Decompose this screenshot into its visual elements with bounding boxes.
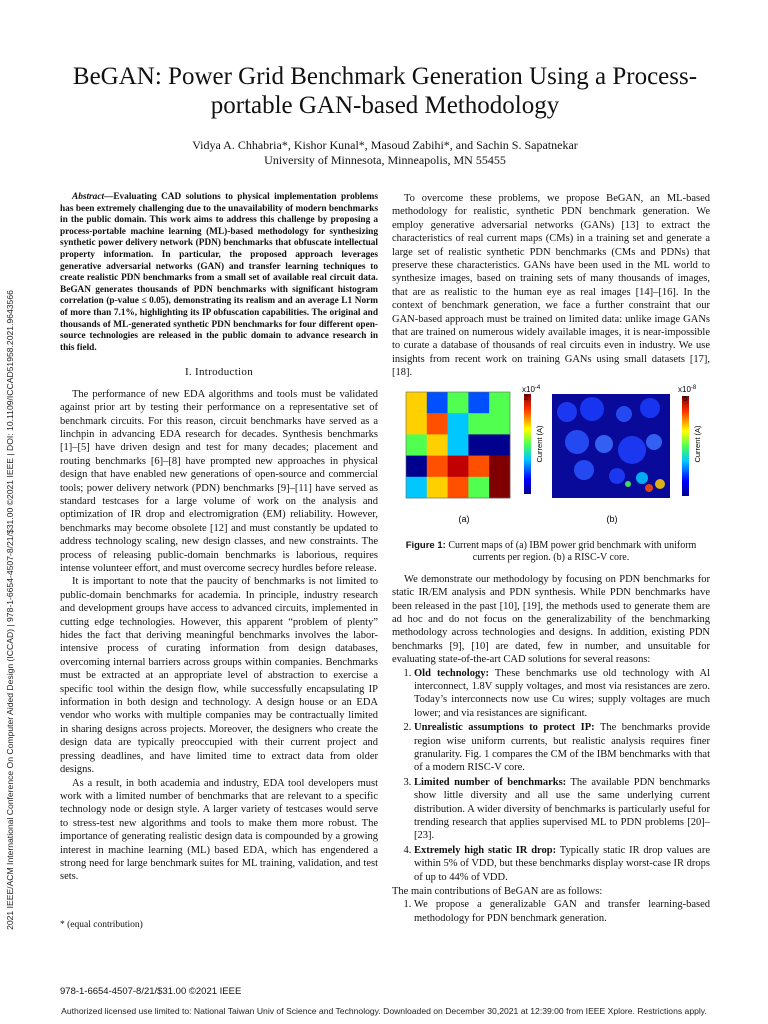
map-cell xyxy=(468,413,489,435)
map-cell xyxy=(448,413,469,435)
map-hotspot xyxy=(565,430,589,454)
list-item xyxy=(414,776,710,843)
reason-text: These benchmarks use old technology with Al interconnect, 1.8V supply voltages, and most via resistances are zero. Today’s interconnects now use Cu wires; supply voltages are much lower; and via resistances are significant. xyxy=(414,667,710,719)
map-cell xyxy=(468,392,489,414)
side-doi-strip xyxy=(0,250,20,970)
colorbar-b-label: Current (A) xyxy=(693,425,702,463)
map-cell xyxy=(468,476,489,498)
reason-text: The benchmarks provide region wise uniform currents, but realistic analysis requires finer granularity. Fig. 1 compares the CM of the IBM benchmarks with that of a modern RISC-V core. xyxy=(414,722,710,774)
caption-label: Figure 1: xyxy=(405,539,446,551)
reasons-list xyxy=(392,667,710,885)
map-cell xyxy=(406,434,427,456)
right-column xyxy=(392,192,710,926)
isbn-line: 978-1-6654-4507-8/21/$31.00 ©2021 IEEE xyxy=(60,986,242,997)
map-hotspot xyxy=(646,434,662,450)
scale-b-label: $x10^{-8}$ xyxy=(678,384,697,394)
map-hotspot xyxy=(636,472,648,484)
map-cell xyxy=(468,455,489,477)
reason-label: Old technology: xyxy=(414,667,489,679)
map-hotspot xyxy=(618,436,646,464)
colorbar-a xyxy=(524,394,531,494)
figure-1 xyxy=(392,384,710,536)
scale-a-max: 2 xyxy=(524,392,529,402)
map-cell xyxy=(406,413,427,435)
contributions-intro: The main contributions of BeGAN are as follows: xyxy=(392,886,603,898)
map-hotspot xyxy=(616,406,632,422)
map-cell xyxy=(489,434,510,456)
list-item xyxy=(414,844,710,884)
intro-paragraph-2: It is important to note that the paucity of benchmarks is not limited to public-domain benchmarks for academia. In principle, industry research and development groups have access to advanced circuits, implemented in cutting edge technologies. However, this apparent “problem of plenty” hides the fact that deriving meaningful benchmarks involves the labor-intensive process of curating information from design databases, overcoming internal barriers across groups within companies. Benchmarks must be extracted at an appropriate level of abstraction to exercise a specific tool within the design flow, while successfully encapsulating IP information in both design and technology. A design house or an EDA vendor who works with multiple companies may be contractually limited in sharing designs across projects. Moreover, the designers who create the design data are typically preoccupied with their current project and pressing deadlines, and have limited time to extract data from older designs. xyxy=(60,576,378,776)
map-cell xyxy=(406,476,427,498)
reason-label: Extremely high static IR drop: xyxy=(414,844,557,856)
footnote: * (equal contribution) xyxy=(60,920,143,930)
list-item xyxy=(414,667,710,721)
section-heading-introduction: I. Introduction xyxy=(184,366,254,379)
list-item: 1. We propose a generalizable GAN and transfer learning-based methodology for PDN benchmark generation. xyxy=(414,898,710,925)
map-cell xyxy=(448,455,469,477)
scale-a-label: $x10^{-4}$ xyxy=(522,384,541,394)
abstract-body: —Evaluating CAD solutions to physical implementation problems has been extremely challenging due to the unavailability of modern benchmarks in the public domain. This work aims to address this challenge by proposing a process-portable machine learning (ML)-based methodology for synthesizing synthetic power delivery network (PDN) benchmarks that obfuscate intellectual property information. In particular, the proposed approach leverages generative adversarial networks (GAN) and transfer learning techniques to create realistic PDN benchmarks from a small set of available real circuit data. BeGAN generates thousands of PDN benchmarks with significant histogram correlation (p-value ≤ 0.05), demonstrating its realism and an average L1 Norm of more than 7.1%, highlighting its IP obfuscation capabilities. The original and thousands of ML-generated synthetic PDN benchmarks for four different open-source technologies are released in the public domain to advance research in this field. xyxy=(60,192,378,353)
abstract-label: Abstract xyxy=(72,192,105,202)
right-paragraph-2: We demonstrate our methodology by focusing on PDN benchmarks for static IR/EM analysis and PDN synthesis. While PDN benchmarks have been released in the past [10], [19], the methods used to generate them are ad hoc and do not focus on the generalizability of the benchmarking methodology across technologies and designs. In addition, existing PDN benchmarks [9], [10] are dated, few in number, and unsuitable for evaluating state-of-the-art CAD solutions for several reasons: xyxy=(392,573,710,666)
map-cell xyxy=(427,455,448,477)
author-list: Vidya A. Chhabria*, Kishor Kunal*, Masoud Zabihi*, and Sachin S. Sapatnekar xyxy=(192,138,578,152)
map-cell xyxy=(406,455,427,477)
intro-paragraph-3: As a result, in both academia and industry, EDA tool developers must work with a limited number of benchmarks that are relevant to a specific technology node or design style. A larger variety of testcases would serve to stress-test new algorithms and tools to make them more robust. The importance of generating realistic design data is compounded by a growing interest in machine learning (ML) based EDA, which has engendered a strong need for large benchmark suites for ML training, validation, and test sets. xyxy=(60,777,378,883)
map-cell xyxy=(427,476,448,498)
list-item xyxy=(414,721,710,775)
colorbar-a-label: Current (A) xyxy=(535,425,544,463)
map-hotspot xyxy=(645,484,653,492)
map-hotspot xyxy=(655,479,665,489)
license-line: Authorized licensed use limited to: National Taiwan Univ of Science and Technology. Downloaded on December 30,2021 at 12:39:00 from IEEE Xplore. Restrictions apply. xyxy=(61,1006,707,1016)
abstract xyxy=(60,192,378,354)
contributions-list xyxy=(392,898,710,925)
affiliation: University of Minnesota, Minneapolis, MN 55455 xyxy=(264,153,506,167)
map-cell xyxy=(427,434,448,456)
reason-label: Unrealistic assumptions to protect IP: xyxy=(414,722,595,734)
right-paragraph-1: To overcome these problems, we propose BeGAN, an ML-based methodology for realistic, synthetic PDN benchmark generation. We employ generative adversarial networks (GANs) [13] to extract the characteristics of real current maps (CMs) in a training set and generate a large set of realistic synthetic PDN benchmarks (CMs and PDNs) that preserve these characteristics. GANs have been used in the ML world to synthesize images, based on training sets of many thousands of images, that are as realistic to the human eye as real images [14]–[16]. In the context of benchmark generation, we face a further constraint that our GAN-based approach must be trained on limited data: unlike image GANs that are trained on numerous widely available images, it is near-impossible to curate a database of thousands of real circuits even in industry. We use insights from recent work on training GANs using small datasets [17], [18]. xyxy=(392,193,710,379)
map-cell xyxy=(406,392,427,414)
map-hotspot xyxy=(595,435,613,453)
map-cell xyxy=(448,476,469,498)
map-cell xyxy=(489,476,510,498)
scale-b-max: 6 xyxy=(683,393,688,403)
side-doi-text: 2021 IEEE/ACM International Conference On Computer Aided Design (ICCAD) | 978-1-6654-4507-8/21/$31.00 ©2021 IEEE | DOI: 10.1109/ICCAD51958.2021.9643566 xyxy=(5,290,15,930)
map-cell xyxy=(468,434,489,456)
map-hotspot xyxy=(580,397,604,421)
colorbar-b xyxy=(682,393,689,496)
map-hotspot xyxy=(557,402,577,422)
map-hotspot xyxy=(609,468,625,484)
reason-text: The available PDN benchmarks show little diversity and all use the same underlying current distribution. A wider diversity of benchmarks is particularly useful for trending research that applies supervised ML to PDN problems [20]–[23]. xyxy=(414,776,710,842)
left-column xyxy=(60,192,378,884)
intro-paragraph-1: The performance of new EDA algorithms and tools must be validated against prior art by testing their performance on a representative set of benchmark circuits. For this reason, circuit benchmarks have served as a linchpin in advancing EDA research for decades. Synthesis benchmarks [1]–[5] have driven design and test for many decades; placement and routing benchmarks [6]–[8] have prompted new approaches in physical design that have enabled new generations of open-source and commercial tools; power delivery network (PDN) benchmarks [9]–[11] have served as standard testcases for a large volume of work on the analysis and optimization of IR drop and electromigration (EM) reliability. However, benchmarks may become obsolete [12] and must constantly be updated to address technology scaling, new design classes, and new constraints. The process of releasing public-domain benchmarks is laborious, requires intense volunteer effort, and must overcome secrecy hurdles before release. xyxy=(60,388,378,574)
paper-title: BeGAN: Power Grid Benchmark Generation Using a Process-portable GAN-based Methodology xyxy=(72,63,698,119)
caption-text: Current maps of (a) IBM power grid benchmark with uniform currents per region. (b) a RISC-V core. xyxy=(445,539,697,564)
map-cell xyxy=(427,392,448,414)
panel-a-label: (a) xyxy=(458,513,470,524)
current-map-a xyxy=(406,392,510,498)
map-hotspot xyxy=(625,481,631,487)
map-hotspot xyxy=(640,398,660,418)
map-cell xyxy=(489,413,510,435)
map-hotspot xyxy=(574,460,594,480)
map-cell xyxy=(489,392,510,414)
figure-1-caption xyxy=(398,540,704,565)
reason-text: Typically static IR drop values are within 5% of VDD, but these benchmarks display worst-case IR drops of up to 44% of VDD. xyxy=(414,844,710,883)
map-cell xyxy=(448,434,469,456)
panel-b-label: (b) xyxy=(606,513,618,524)
map-cell xyxy=(489,455,510,477)
map-cell xyxy=(427,413,448,435)
author-block xyxy=(60,138,710,168)
figure-1-graphic xyxy=(392,384,710,536)
reason-label: Limited number of benchmarks: xyxy=(414,776,567,788)
map-cell xyxy=(448,392,469,414)
